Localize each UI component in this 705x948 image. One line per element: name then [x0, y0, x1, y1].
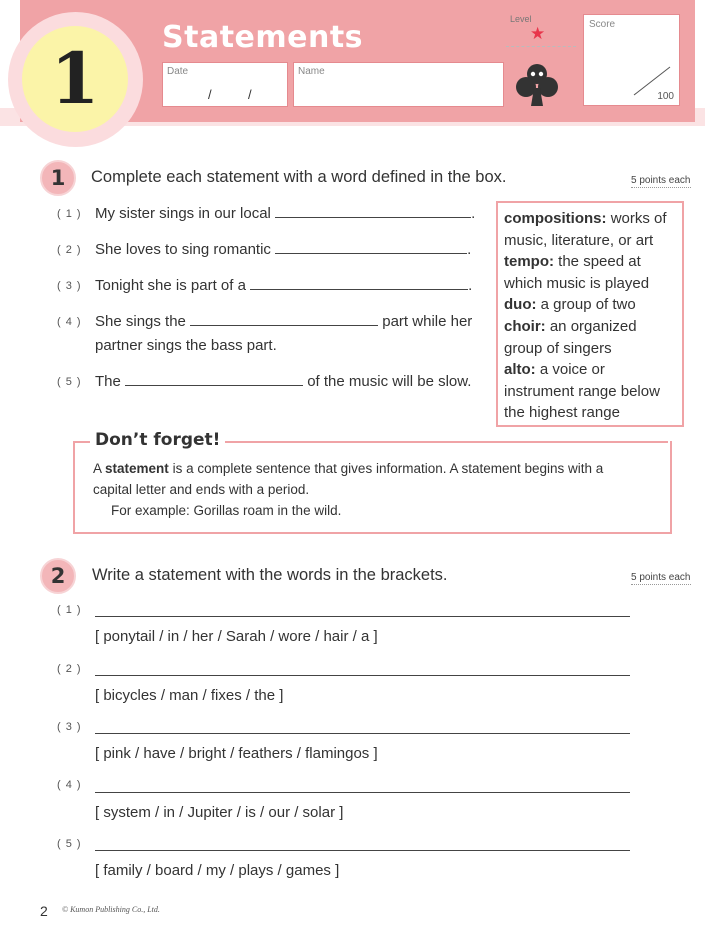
- page-number: 2: [40, 903, 48, 919]
- question-text: She sings the: [95, 313, 186, 330]
- date-separator: /: [208, 87, 212, 102]
- answer-line[interactable]: [95, 850, 630, 851]
- date-label: Date: [167, 66, 189, 77]
- question-text: part while her: [382, 313, 473, 330]
- dont-forget-title: Don’t forget!: [90, 430, 225, 450]
- question-punct: .: [468, 277, 473, 294]
- copyright: © Kumon Publishing Co., Ltd.: [62, 905, 160, 914]
- question-punct: .: [467, 241, 472, 258]
- unit-badge: [22, 26, 128, 132]
- answer-line[interactable]: [95, 675, 630, 676]
- vocab-definition: works of music, literature, or art: [504, 210, 667, 249]
- score-max: 100: [657, 91, 674, 102]
- question-number: ( 2 ): [57, 244, 82, 256]
- question-text: The: [95, 373, 121, 390]
- word-bank: [ system / in / Jupiter / is / our / solar ]: [95, 804, 344, 821]
- question-number: ( 4 ): [57, 316, 82, 328]
- date-field[interactable]: [162, 62, 288, 107]
- vocab-term: duo:: [504, 296, 537, 314]
- vocab-definition: the speed at which music is played: [504, 253, 650, 292]
- vocabulary-box: [496, 201, 684, 427]
- dont-forget-text: [93, 458, 653, 521]
- question-punct: .: [471, 205, 476, 222]
- tip-text: capital letter and ends with a period.: [93, 482, 310, 497]
- unit-number: 1: [50, 37, 100, 120]
- answer-line[interactable]: [95, 733, 630, 734]
- question-text: She loves to sing romantic: [95, 241, 271, 258]
- answer-blank[interactable]: [125, 371, 303, 386]
- name-label: Name: [298, 66, 325, 77]
- club-icon: [514, 62, 560, 108]
- vocab-term: choir:: [504, 317, 546, 335]
- word-bank: [ pink / have / bright / feathers / flamingos ]: [95, 745, 378, 762]
- question-number: ( 5 ): [57, 376, 82, 388]
- vocab-definition: an organized group of singers: [504, 317, 637, 357]
- word-bank: [ family / board / my / plays / games ]: [95, 862, 340, 879]
- vocab-definition: a voice or instrument range below the highest range: [504, 361, 660, 422]
- answer-blank[interactable]: [275, 203, 471, 218]
- question-number: ( 3 ): [57, 280, 82, 292]
- word-bank: [ bicycles / man / fixes / the ]: [95, 687, 284, 704]
- level-label: Level: [510, 14, 532, 24]
- vocab-term: tempo:: [504, 253, 554, 271]
- section-2-badge: 2: [40, 558, 76, 594]
- question-3: [95, 274, 472, 298]
- question-text: My sister sings in our local: [95, 205, 271, 222]
- level-star-icon: ★: [530, 24, 546, 43]
- question-number: ( 1 ): [57, 604, 82, 616]
- question-text: Tonight she is part of a: [95, 277, 246, 294]
- name-field[interactable]: [293, 62, 504, 107]
- question-text: of the music will be slow.: [307, 373, 472, 390]
- question-number: ( 1 ): [57, 208, 82, 220]
- level-divider: [506, 46, 576, 47]
- question-number: ( 5 ): [57, 838, 82, 850]
- tip-example: For example: Gorillas roam in the wild.: [111, 503, 342, 518]
- vocab-term: alto:: [504, 361, 536, 379]
- question-number: ( 3 ): [57, 721, 82, 733]
- section-2-instruction: Write a statement with the words in the brackets.: [92, 566, 448, 584]
- section-1-points: 5 points each: [631, 175, 691, 186]
- question-5: [95, 370, 471, 394]
- question-number: ( 2 ): [57, 663, 82, 675]
- question-number: ( 4 ): [57, 779, 82, 791]
- score-box[interactable]: [583, 14, 680, 106]
- section-1-badge: 1: [40, 160, 76, 196]
- word-bank: [ ponytail / in / her / Sarah / wore / hair / a ]: [95, 628, 378, 645]
- question-2: [95, 238, 471, 262]
- question-4: [95, 310, 490, 358]
- answer-blank[interactable]: [275, 239, 467, 254]
- tip-text: is a complete sentence that gives information. A statement begins with a: [172, 461, 604, 476]
- tip-text: A: [93, 461, 102, 476]
- question-1: [95, 202, 475, 226]
- section-2-points: 5 points each: [631, 572, 691, 583]
- page-title: Statements: [162, 20, 364, 55]
- vocab-term: compositions:: [504, 210, 607, 227]
- question-text: partner sings the bass part.: [95, 337, 277, 354]
- answer-blank[interactable]: [190, 311, 378, 326]
- answer-line[interactable]: [95, 616, 630, 617]
- vocab-definition: a group of two: [540, 296, 636, 314]
- section-1-instruction: Complete each statement with a word defined in the box.: [91, 168, 507, 186]
- tip-keyword: statement: [105, 461, 169, 476]
- score-label: Score: [589, 19, 616, 30]
- answer-line[interactable]: [95, 792, 630, 793]
- answer-blank[interactable]: [250, 275, 468, 290]
- date-separator: /: [248, 87, 252, 102]
